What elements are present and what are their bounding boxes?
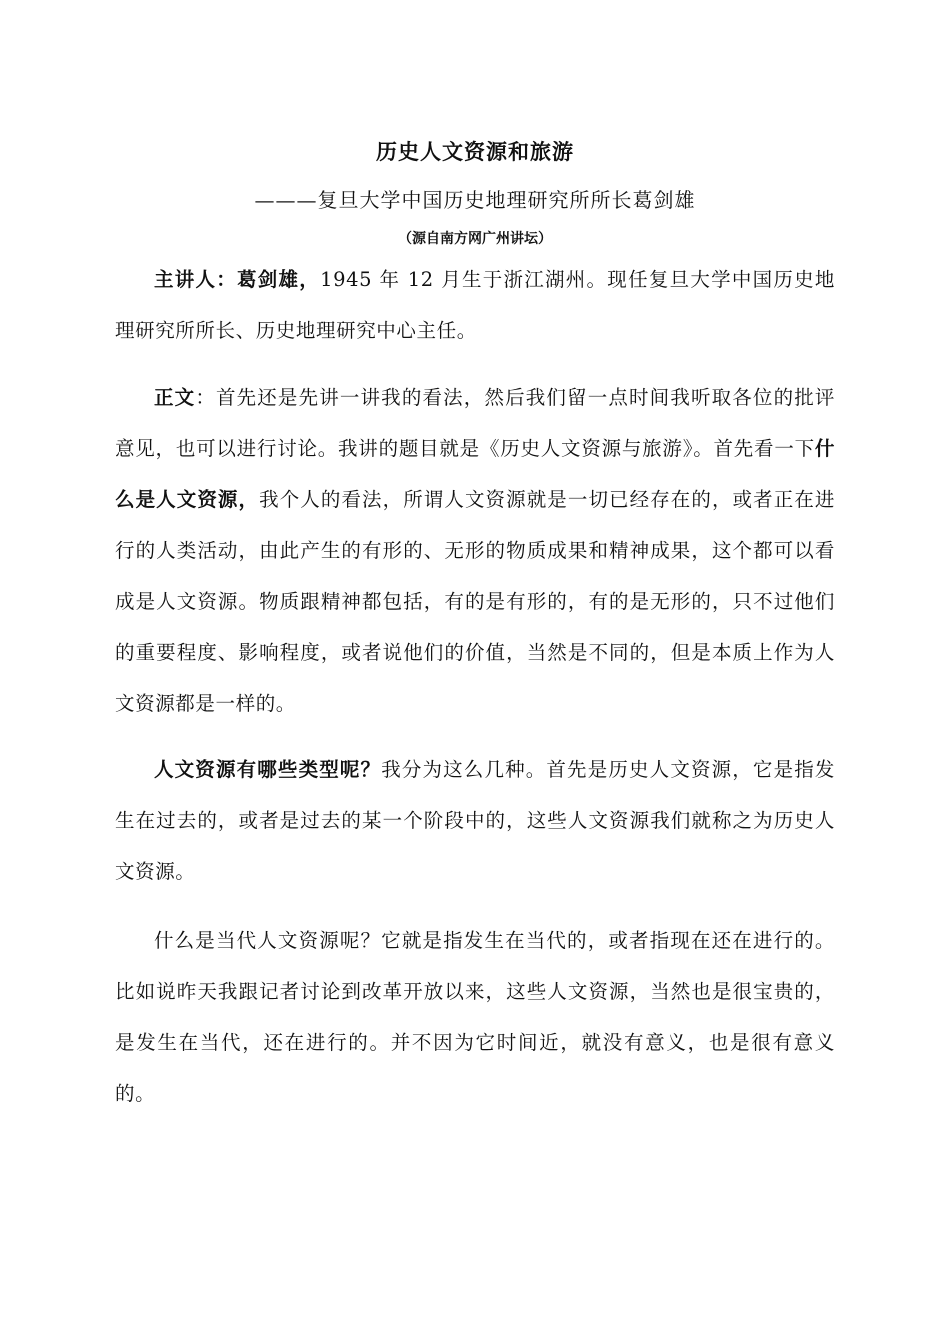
source-note: （源自南方网广州讲坛） [398, 231, 552, 247]
document-subtitle: ———复旦大学中国历史地理研究所所长葛剑雄 [254, 188, 696, 212]
speaker-bio: 1945 年 12 月生于浙江湖州。现任复旦大学中国历史地理研究所所长、历史地理研究中心主任。 [115, 268, 835, 342]
contemporary-paragraph: 什么是当代人文资源呢？它就是指发生在当代的，或者指现在还在进行的。比如说昨天我跟记者讨论到改革开放以来，这些人文资源，当然也是很宝贵的，是发生在当代，还在进行的。并不因为它时间近，就没有意义，也是很有意义的。 [115, 929, 835, 1105]
types-text: 我分为这么几种。首先是历史人文资源，它是指发生在过去的，或者是过去的某一个阶段中的，这些人文资源我们就称之为历史人文资源。 [115, 758, 835, 883]
body-text-c: 我个人的看法，所谓人文资源就是一切已经存在的，或者正在进行的人类活动，由此产生的有形的、无形的物质成果和精神成果，这个都可以看成是人文资源。物质跟精神都包括，有的是有形的，有的是无形的，只不过他们的重要程度、影响程度，或者说他们的价值，当然是不同的，但是本质上作为人文资源都是一样的。 [115, 488, 836, 715]
body-paragraph [115, 372, 835, 729]
body-bold-phrase: 什么是人文资源， [115, 437, 835, 511]
types-label: 人文资源有哪些类型呢？ [154, 758, 382, 781]
body-label: 正文 [154, 386, 196, 409]
speaker-label: 主讲人：葛剑雄， [154, 268, 321, 291]
document-title: 历史人文资源和旅游 [376, 139, 574, 164]
speaker-intro-paragraph [115, 254, 835, 356]
body-text-a: ：首先还是先讲一讲我的看法，然后我们留一点时间我听取各位的批评意见，也可以进行讨论。我讲的题目就是《历史人文资源与旅游》。首先看一下 [115, 386, 835, 460]
types-paragraph [115, 744, 835, 897]
